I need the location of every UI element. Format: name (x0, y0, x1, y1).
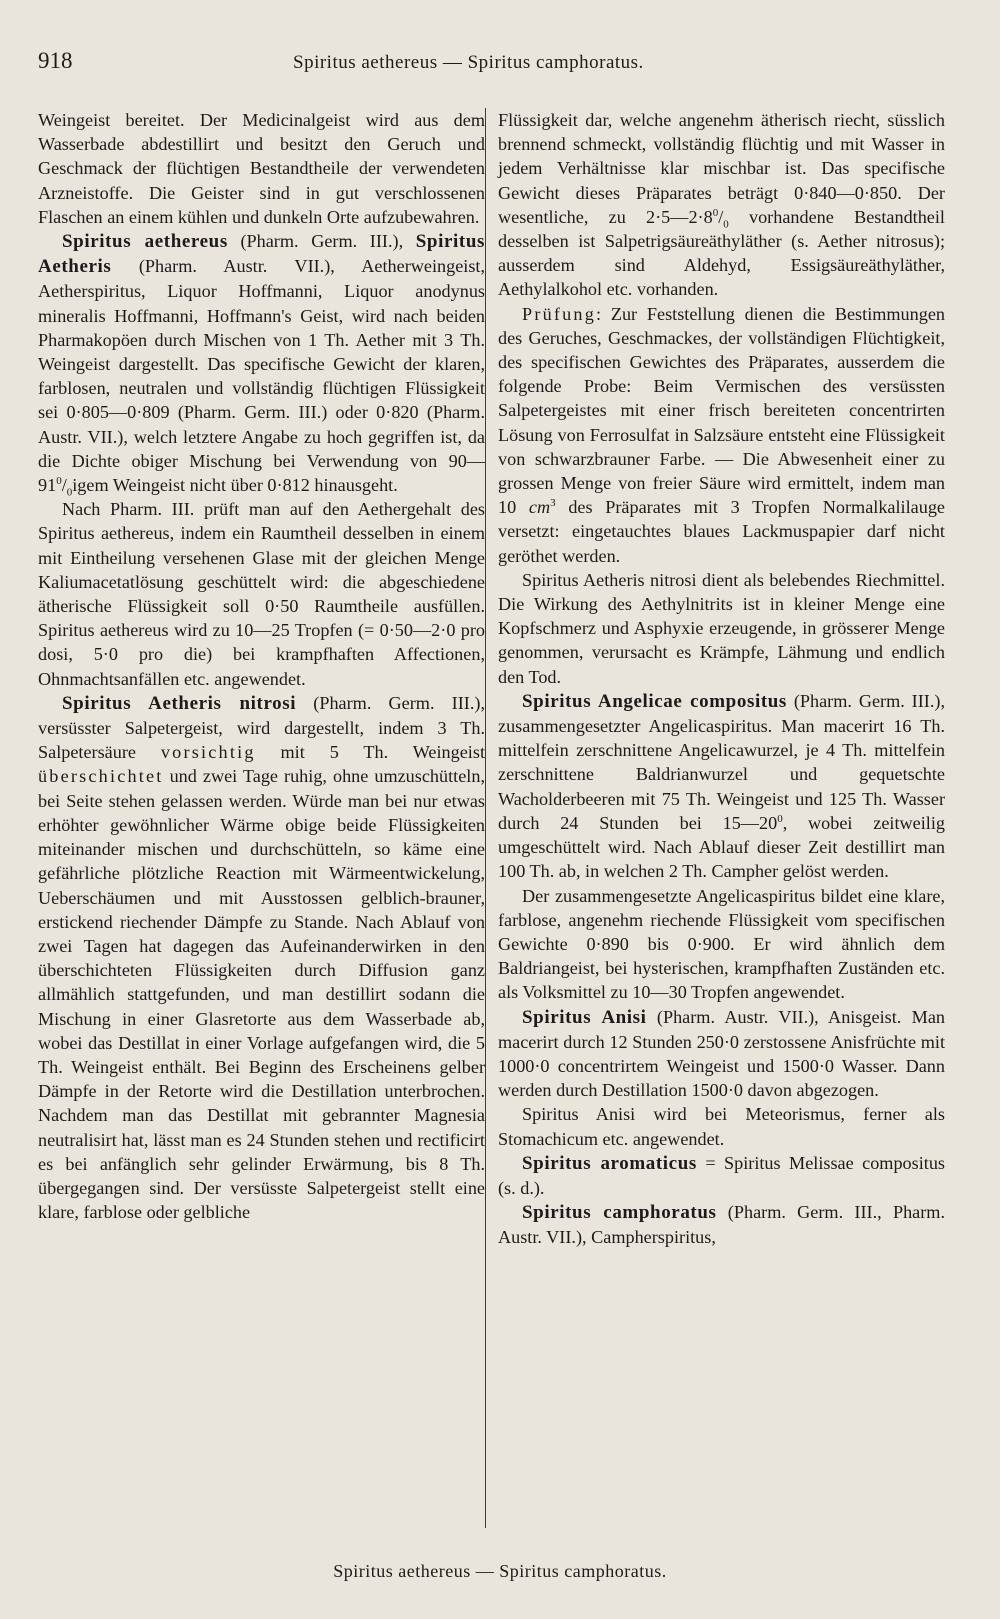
text-run: (Pharm. Austr. VII.), Anisgeist. Man macerirt durch 12 Stunden 250·0 zerstossene Anisfrüchte mit 1000·0 concentrirtem Weingeist und 1500·0 Wasser. Dann werden durch Destillation 1500·0 davon abgezogen. (498, 1006, 945, 1101)
column-divider (485, 108, 486, 1528)
spaced-text: Prüfung (522, 303, 597, 324)
right-column (498, 108, 945, 1250)
page-header (38, 48, 968, 78)
unit: cm (528, 497, 551, 518)
page-number: 918 (38, 48, 73, 73)
text-run: mit 5 Th. Weingeist (255, 742, 485, 763)
spaced-text: vorsichtig (160, 742, 256, 763)
paragraph: Nach Pharm. III. prüft man auf den Aethergehalt des Spiritus aethereus, indem ein Raumtheil desselben in einem mit Eintheilung versehenen Glase mit der gleichen Menge Kaliumacetatlösung geschüttelt wird: die abgeschiedene ätherische Flüssigkeit soll 0·50 Raumtheile ausfüllen. Spiritus aethereus wird zu 10—25 Tropfen (= 0·50—2·0 pro dosi, 5·0 pro die) bei krampfhaften Affectionen, Ohnmachtsanfällen etc. angewendet. (38, 499, 485, 689)
subscript: 0 (66, 486, 73, 499)
entry-spiritus-aromaticus (498, 1151, 945, 1200)
spaced-text: überschichtet (38, 766, 164, 787)
running-title: Spiritus aethereus — Spiritus camphoratus. (293, 52, 644, 73)
page-footer: Spiritus aethereus — Spiritus camphoratus. (333, 1561, 667, 1581)
text-run: : Zur Feststellung dienen die Bestimmungen des Geruches, Geschmackes, der vollständigen Flüchtigkeit, des specifischen Gewichtes des Präparates, ausserdem die folgende Probe: Beim Vermischen des versüssten Salpetergeistes mit einer frisch bereiteten concentrirten Lösung von Ferrosulfat in Salzsäure entsteht eine Flüssigkeit von schwarzbrauner Farbe. — Die Abwesenheit einer zu grossen Menge von freier Säure wird ermittelt, indem man 10 (498, 303, 945, 518)
text-run: Flüssigkeit dar, welche angenehm ätherisch riecht, süsslich brennend schmeckt, vollständig flüchtig und mit Wasser in jedem Verhältnisse klar mischbar ist. Das specifische Gewicht dieses Präparates beträgt 0·840—0·850. Der wesentliche, zu 2·5—2·8 (498, 110, 945, 227)
text-run: igem Weingeist nicht über 0·812 hinausgeht. (72, 475, 398, 496)
superscript: 0 (712, 206, 719, 219)
text-run: (Pharm. Austr. VII.), Aetherweingeist, Aetherspiritus, Liquor Hoffmanni, Liquor anodynus mineralis Hoffmanni, Hoffmann's Geist, wird nach beiden Pharmakopöen durch Mischen von 1 Th. Aether mit 3 Th. Weingeist dargestellt. Das specifische Gewicht der klaren, farblosen, neutralen und vollständig flüchtigen Flüssigkeit sei 0·805—0·809 (Pharm. Germ. III.) oder 0·820 (Pharm. Austr. VII.), welch letztere Angabe zu hoch gegriffen ist, da die Dichte obiger Mischung bei Verwendung von 90—91 (38, 256, 485, 496)
entry-spiritus-anisi (498, 1005, 945, 1103)
entry-heading: Spiritus Angelicae compositus (522, 690, 787, 712)
paragraph: Der zusammengesetzte Angelicaspiritus bildet eine klare, farblose, angenehm riechende Flüssigkeit vom specifischen Gewichte 0·890 bis 0·900. Er wird ähnlich dem Baldriangeist, bei hysterischen, krampfhaften Zuständen etc. als Volksmittel zu 10—30 Tropfen angewendet. (498, 885, 945, 1003)
paragraph (498, 108, 945, 302)
text-run: , wobei zeitweilig umgeschüttelt wird. Nach Ablauf dieser Zeit destillirt man 100 Th. ab, in welchen 2 Th. Campher gelöst werden. (498, 812, 945, 882)
entry-spiritus-angelicae (498, 689, 945, 884)
entry-heading: Spiritus camphoratus (522, 1202, 717, 1224)
text-run: = Spiritus Melissae compositus (s. d.). (498, 1152, 945, 1198)
entry-heading: Spiritus aromaticus (522, 1152, 697, 1174)
superscript: 3 (550, 497, 556, 510)
text-run: und zwei Tage ruhig, ohne umzuschütteln, bei Seite stehen gelassen werden. Würde man bei nur etwas erhöhter gewöhnlicher Wärme obige beide Flüssigkeiten miteinander mischen und durchschütteln, so käme eine gefährliche plötzliche Reaction mit Wärmeentwickelung, Ueberschäumen und mit Ausstossen gelblich-brauner, erstickend riechender Dämpfe zu Stande. Nach Ablauf von zwei Tagen hat dagegen das Aufeinanderwirken in den überschichteten Flüssigkeiten durch Diffusion ganz allmählich stattgefunden, und man destillirt sodann die Mischung in einer Glasretorte aus dem Wasserbade ab, wobei das Destillat in einer Vorlage aufgefangen wird, die 5 Th. Weingeist enthält. Bei Beginn des Erscheinens gelber Dämpfe in der Retorte wird die Destillation unterbrochen. Nachdem man das Destillat mit gebrannter Magnesia neutralisirt hat, lässt man es 24 Stunden stehen und rectificirt es bei anfänglich sehr gelinder Erwärmung, bis 8 Th. übergegangen sind. Der versüsste Salpetergeist stellt eine klare, farblose oder gelbliche (38, 766, 485, 1223)
text-run: (Pharm. Germ. III.), zusammengesetzter Angelicaspiritus. Man macerirt 16 Th. mittelfein zerschnittene Angelicawurzel, je 4 Th. mittelfein zerschnittene Baldrianwurzel und gequetschte Wacholderbeeren mit 75 Th. Weingeist und 125 Th. Wasser durch 24 Stunden bei 15—20 (498, 690, 945, 833)
superscript: 0 (56, 474, 62, 487)
superscript: 0 (777, 812, 783, 825)
entry-heading: Spiritus Aetheris nitrosi (62, 692, 297, 714)
text-run: des Präparates mit 3 Tropfen Normalkalilauge versetzt: eingetauchtes blaues Lackmuspapier darf nicht geröthet werden. (498, 497, 945, 566)
text-run: / (718, 206, 724, 227)
text-run: (Pharm. Germ. III.), (227, 231, 416, 252)
text-run: (Pharm. Germ. III., Pharm. Austr. VII.), Campherspiritus, (498, 1202, 945, 1248)
text-run: / (61, 475, 67, 496)
entry-spiritus-aetheris-nitrosi (38, 691, 485, 1224)
paragraph: Spiritus Aetheris nitrosi dient als belebendes Riechmittel. Die Wirkung des Aethylnitrits ist in kleiner Menge eine Kopfschmerz und Asphyxie erzeugende, in grösserer Menge genommen, verursacht es Krämpfe, Lähmung und endlich den Tod. (498, 569, 945, 687)
entry-heading: Spiritus aethereus (62, 231, 228, 253)
entry-spiritus-camphoratus (498, 1200, 945, 1249)
paragraph (498, 302, 945, 568)
entry-heading: Spiritus Aetheris (38, 231, 485, 278)
entry-spiritus-aethereus (38, 229, 485, 497)
paragraph: Weingeist bereitet. Der Medicinalgeist wird aus dem Wasserbade abdestillirt und besitzt den Geruch und Geschmack der flüchtigen Bestandtheile der verwendeten Arzneistoffe. Die Geister sind in gut verschlossenen Flaschen an einem kühlen und dunkeln Orte aufzubewahren. (38, 110, 485, 227)
left-column (38, 108, 485, 1224)
paragraph: Spiritus Anisi wird bei Meteorismus, ferner als Stomachicum etc. angewendet. (498, 1104, 945, 1149)
text-run: vorhandene Bestandtheil desselben ist Salpetrigsäureäthyläther (s. Aether nitrosus); ausserdem sind Aldehyd, Essigsäureäthyläther, Aethylalkohol etc. vorhanden. (498, 206, 945, 300)
entry-heading: Spiritus Anisi (522, 1006, 647, 1028)
subscript: 0 (723, 218, 729, 231)
text-run: (Pharm. Germ. III.), versüsster Salpetergeist, wird dargestellt, indem 3 Th. Salpetersäure (38, 692, 485, 763)
